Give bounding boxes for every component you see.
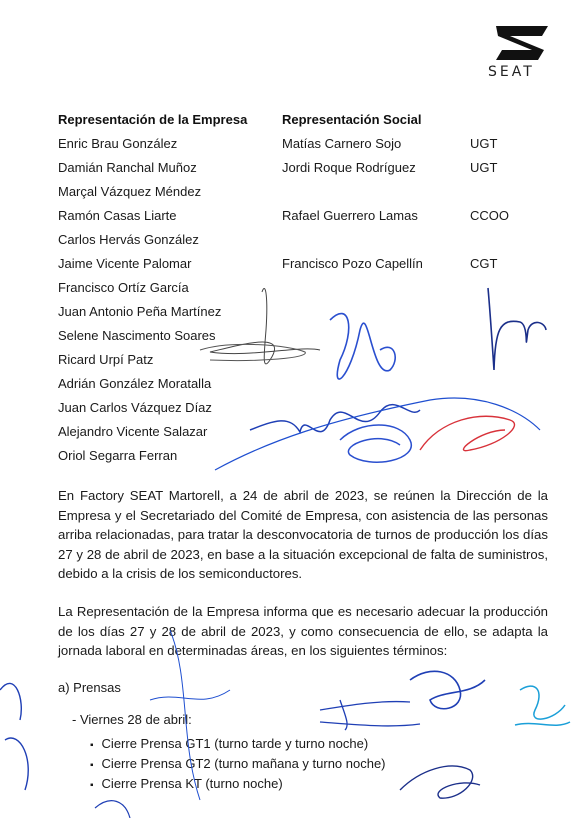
- seat-logo-icon: [486, 20, 558, 94]
- signature: [95, 801, 130, 818]
- signature: [250, 405, 420, 432]
- company-member: Marçal Vázquez Méndez: [58, 184, 202, 199]
- company-member: Juan Antonio Peña Martínez: [58, 304, 222, 319]
- signature: [410, 671, 485, 708]
- closure-item: ▪ Cierre Prensa KT (turno noche): [90, 774, 386, 794]
- signature: [400, 766, 480, 798]
- day-label: - Viernes 28 de abril:: [72, 712, 192, 727]
- social-member-union: UGT: [470, 160, 498, 175]
- signature: [340, 425, 411, 462]
- social-member-union: CGT: [470, 256, 498, 271]
- company-member: Ricard Urpí Patz: [58, 352, 154, 367]
- company-member: Carlos Hervás González: [58, 232, 199, 247]
- company-member: Francisco Ortíz García: [58, 280, 189, 295]
- social-member-name: Francisco Pozo Capellín: [282, 256, 423, 271]
- closure-list: [90, 734, 386, 794]
- closure-item: ▪ Cierre Prensa GT2 (turno mañana y turno noche): [90, 754, 386, 774]
- company-heading: Representación de la Empresa: [58, 112, 248, 127]
- company-member: Alejandro Vicente Salazar: [58, 424, 208, 439]
- company-member: Oriol Segarra Ferran: [58, 448, 178, 463]
- social-heading: Representación Social: [282, 112, 422, 127]
- brand-wordmark: SEAT: [488, 64, 535, 80]
- signature: [330, 314, 395, 380]
- social-member-name: Rafael Guerrero Lamas: [282, 208, 418, 223]
- social-member-union: CCOO: [470, 208, 509, 223]
- social-member-name: Matías Carnero Sojo: [282, 136, 402, 151]
- social-member-name: Jordi Roque Rodríguez: [282, 160, 416, 175]
- signature: [420, 416, 514, 450]
- signature: [200, 344, 305, 360]
- paragraph-meeting: En Factory SEAT Martorell, a 24 de abril de 2023, se reúnen la Dirección de la Empresa y el Secretariado del Comité de Empresa, con asistencia de las personas arriba relacionadas, para tratar la desconvocatoria de turnos de producción los días 27 y 28 de abril de 2023, en base a la situación excepcional de falta de suministros, debido a la crisis de los semiconductores.: [58, 488, 548, 581]
- company-member: Jaime Vicente Palomar: [58, 256, 192, 271]
- signature: [488, 288, 546, 370]
- signature: [0, 683, 28, 790]
- closure-item: ▪ Cierre Prensa GT1 (turno tarde y turno noche): [90, 734, 386, 754]
- social-member-union: UGT: [470, 136, 498, 151]
- signature: [215, 398, 540, 470]
- paragraph-adjustment: La Representación de la Empresa informa que es necesario adecuar la producción de los días 27 y 28 de abril de 2023, y como consecuencia de ello, se adapta la jornada laboral en determinadas áreas, en los siguientes términos:: [58, 604, 548, 658]
- company-member: Adrián González Moratalla: [58, 376, 212, 391]
- company-member: Selene Nascimento Soares: [58, 328, 216, 343]
- company-member: Ramón Casas Liarte: [58, 208, 177, 223]
- company-member: Enric Brau González: [58, 136, 178, 151]
- company-member: Damián Ranchal Muñoz: [58, 160, 197, 175]
- signature: [210, 288, 320, 363]
- section-prensas: a) Prensas: [58, 680, 121, 695]
- company-member: Juan Carlos Vázquez Díaz: [58, 400, 212, 415]
- signature: [515, 686, 570, 725]
- signature: [320, 700, 420, 730]
